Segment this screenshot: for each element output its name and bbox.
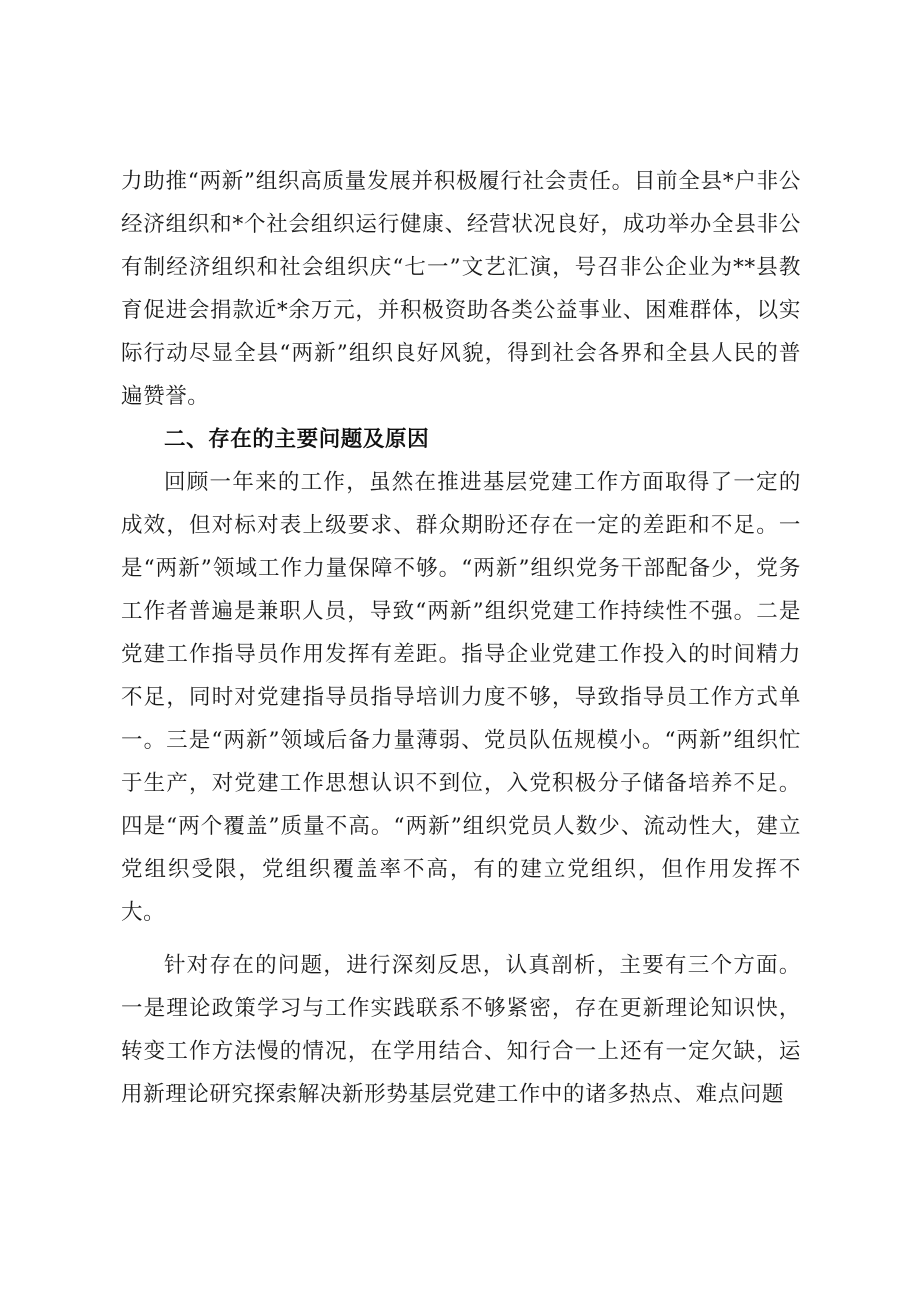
paragraph-achievements: 力助推“两新”组织高质量发展并积极履行社会责任。目前全县*户非公经济组织和*个社会组织运行健康、经营状况良好，成功举办全县非公有制经济组织和社会组织庆“七一”文艺汇演，号召非公企业为**县教育促进会捐款近*余万元，并积极资助各类公益事业、困难群体，以实际行动尽显全县“两新”组织良好风貌，得到社会各界和全县人民的普遍赞誉。 (121, 169, 801, 409)
paragraph-gap (121, 934, 801, 944)
paragraph-problems: 回顾一年来的工作，虽然在推进基层党建工作方面取得了一定的成效，但对标对表上级要求、群众期盼还存在一定的差距和不足。一是“两新”领域工作力量保障不够。“两新”组织党务干部配备少，党务工作者普遍是兼职人员，导致“两新”组织党建工作持续性不强。二是党建工作指导员作用发挥有差距。指导企业党建工作投入的时间精力不足，同时对党建指导员指导培训力度不够，导致指导员工作方式单一。三是“两新”领域后备力量薄弱、党员队伍规模小。“两新”组织忙于生产，对党建工作思想认识不到位，入党积极分子储备培养不足。四是“两个覆盖”质量不高。“两新”组织党员人数少、流动性大，建立党组织受限，党组织覆盖率不高，有的建立党组织，但作用发挥不大。 (121, 470, 801, 925)
section-heading-problems: 二、存在的主要问题及原因 (164, 427, 430, 452)
document-body (121, 160, 801, 1116)
paragraph-causes: 针对存在的问题，进行深刻反思，认真剖析，主要有三个方面。一是理论政策学习与工作实践联系不够紧密，存在更新理论知识快，转变工作方法慢的情况，在学用结合、知行合一上还有一定欠缺，运用新理论研究探索解决新形势基层党建工作中的诸多热点、难点问题 (121, 953, 801, 1107)
